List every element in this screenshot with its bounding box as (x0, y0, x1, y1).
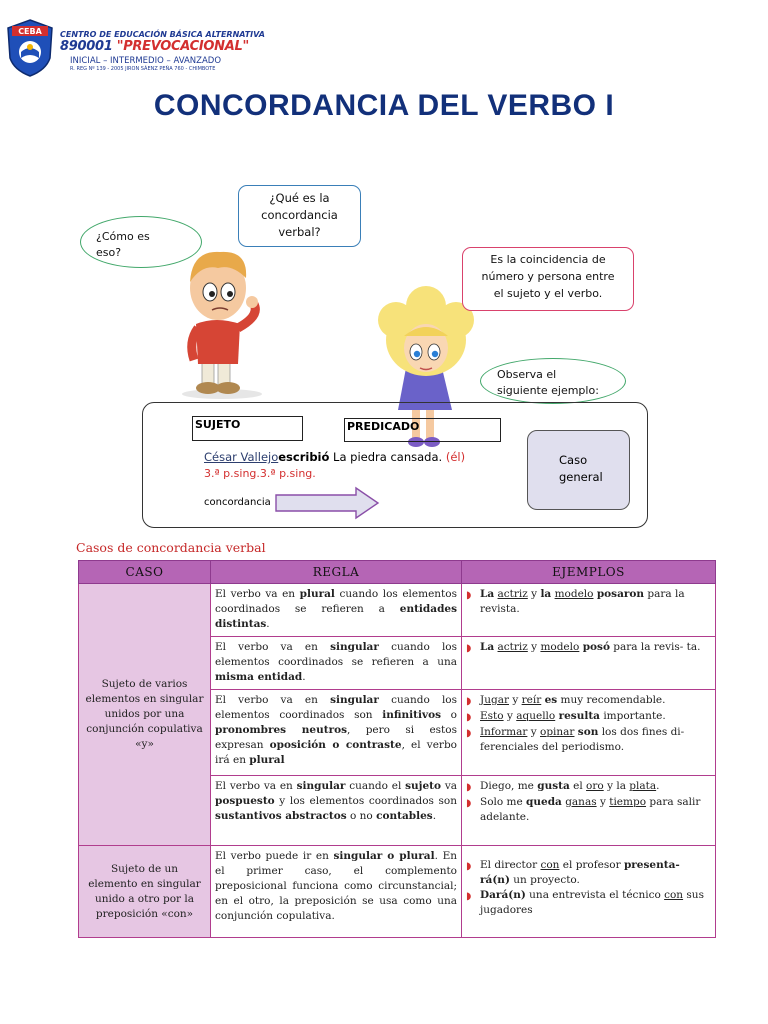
ejemplo-item: ◗ Informar y opinar son los dos fines di- ferenciales del periodismo. (466, 726, 685, 753)
school-number: 890001 (60, 39, 113, 54)
ejemplo-item: ◗ Dará(n) una entrevista el técnico con sus jugadores (466, 889, 704, 916)
caso-cell (79, 846, 211, 938)
bullet-icon: ◗ (466, 861, 472, 872)
bubble-line: concordancia (261, 208, 338, 222)
ejemplo-item: ◗ La actriz y la modelo posaron para la revista. (466, 588, 685, 615)
predicado-label: PREDICADO (344, 418, 501, 442)
bubble-line: número y persona entre (481, 270, 615, 283)
ejemplo-item: ◗ El director con el profesor presenta- rá(n) un proyecto. (466, 859, 680, 886)
ejemplo-item: ◗ Jugar y reír es muy recomendable. (466, 694, 666, 707)
logo-text: CEBA (18, 27, 42, 36)
bubble-line: eso? (96, 246, 122, 259)
bubble-line: Observa el (497, 368, 557, 381)
example-subject: César Vallejo (204, 450, 279, 464)
speech-bubble-answer (462, 247, 634, 311)
header-ejemplos: EJEMPLOS (462, 561, 716, 584)
page-title: CONCORDANCIA DEL VERBO I (153, 89, 615, 122)
speech-bubble-observe (480, 358, 626, 404)
regla-text: cuando los elementos coordinados se refieren a (215, 588, 457, 615)
caso-general-line: general (559, 470, 603, 484)
caso-general-box (527, 430, 630, 510)
ejemplo-item: ◗ Esto y aquello resulta importante. (466, 710, 666, 723)
concordancia-label: concordancia (204, 497, 271, 508)
bubble-line: Es la coincidencia de (490, 253, 606, 266)
header-regla: REGLA (211, 561, 462, 584)
example-verb: escribió (278, 450, 330, 464)
arrow-right-icon (274, 486, 382, 520)
caso-general-line: Caso (559, 453, 588, 467)
caso-text: Sujeto de varios elementos en singular unidos por una conjunción copulativa «y» (85, 678, 204, 750)
bullet-icon: ◗ (466, 712, 472, 723)
regla-cell (211, 584, 462, 637)
regla-cell: El verbo va en singular cuando el sujeto va pospuesto y los elementos coordinados son sustantivos abstractos o no contables. (211, 776, 462, 846)
school-levels: INICIAL – INTERMEDIO – AVANZADO (70, 56, 222, 66)
example-sentence (204, 450, 465, 464)
ejemplo-cell (462, 846, 716, 938)
regla-cell: El verbo puede ir en singular o plural. En el primer caso, el complemento preposicional funciona como circunstancial; en el otro, la preposición se usa como una conjunción copulativa. (211, 846, 462, 938)
concordance-table (78, 560, 716, 938)
school-code (60, 39, 249, 54)
header-caso: CASO (79, 561, 211, 584)
bullet-icon: ◗ (466, 798, 472, 809)
bubble-line: siguiente ejemplo: (497, 384, 599, 397)
bubble-line: el sujeto y el verbo. (493, 287, 603, 300)
ejemplo-cell (462, 584, 716, 637)
ejemplo-cell (462, 776, 716, 846)
school-label: "PREVOCACIONAL" (116, 39, 249, 54)
bubble-line: ¿Cómo es (96, 230, 150, 243)
school-resolution: R. REG Nº 139 - 2005 JIRON SÁENZ PEÑA 760 - CHIMBOTE (70, 66, 216, 72)
regla-bold: entidades distintas (215, 603, 457, 630)
example-tag: (él) (445, 450, 466, 464)
speech-bubble-question (238, 185, 361, 247)
regla-text: El verbo va en (215, 588, 300, 600)
regla-cell: El verbo va en singular cuando los elementos coordinados se refieren a una misma entidad. (211, 637, 462, 690)
bullet-icon: ◗ (466, 590, 472, 601)
bullet-icon: ◗ (466, 782, 472, 793)
example-rest: La piedra cansada. (329, 450, 446, 464)
caso-cell (79, 584, 211, 846)
regla-text: . (266, 618, 270, 630)
ejemplo-item: ◗ Diego, me gusta el oro y la plata. (466, 780, 660, 793)
caso-text: Sujeto de un elemento en singular unido a otro por la preposición «con» (88, 862, 201, 920)
bullet-icon: ◗ (466, 643, 472, 654)
speech-bubble-how (80, 216, 202, 268)
table-header-row (79, 561, 716, 584)
ejemplo-item: ◗ La actriz y modelo posó para la revis- ta. (466, 641, 701, 654)
bubble-line: verbal? (278, 225, 321, 239)
ejemplo-cell (462, 637, 716, 690)
example-persons: 3.ª p.sing.3.ª p.sing. (204, 467, 316, 480)
bullet-icon: ◗ (466, 696, 472, 707)
ejemplo-item: ◗ Solo me queda ganas y tiempo para salir adelante. (466, 796, 701, 823)
ejemplo-cell (462, 690, 716, 776)
school-name: CENTRO DE EDUCACIÓN BÁSICA ALTERNATIVA (60, 30, 265, 39)
sujeto-label: SUJETO (192, 416, 303, 441)
bullet-icon: ◗ (466, 728, 472, 739)
bullet-icon: ◗ (466, 891, 472, 902)
bubble-line: ¿Qué es la (269, 191, 330, 205)
school-logo (6, 18, 54, 78)
regla-bold: plural (299, 588, 335, 600)
table-row (79, 846, 716, 938)
boy-illustration (172, 242, 272, 400)
table-row (79, 584, 716, 637)
regla-cell: El verbo va en singular cuando los elementos coordinados son infinitivos o pronombres neutros, pero si estos expresan oposición o contraste, el verbo irá en plural (211, 690, 462, 776)
table-title: Casos de concordancia verbal (76, 540, 266, 555)
